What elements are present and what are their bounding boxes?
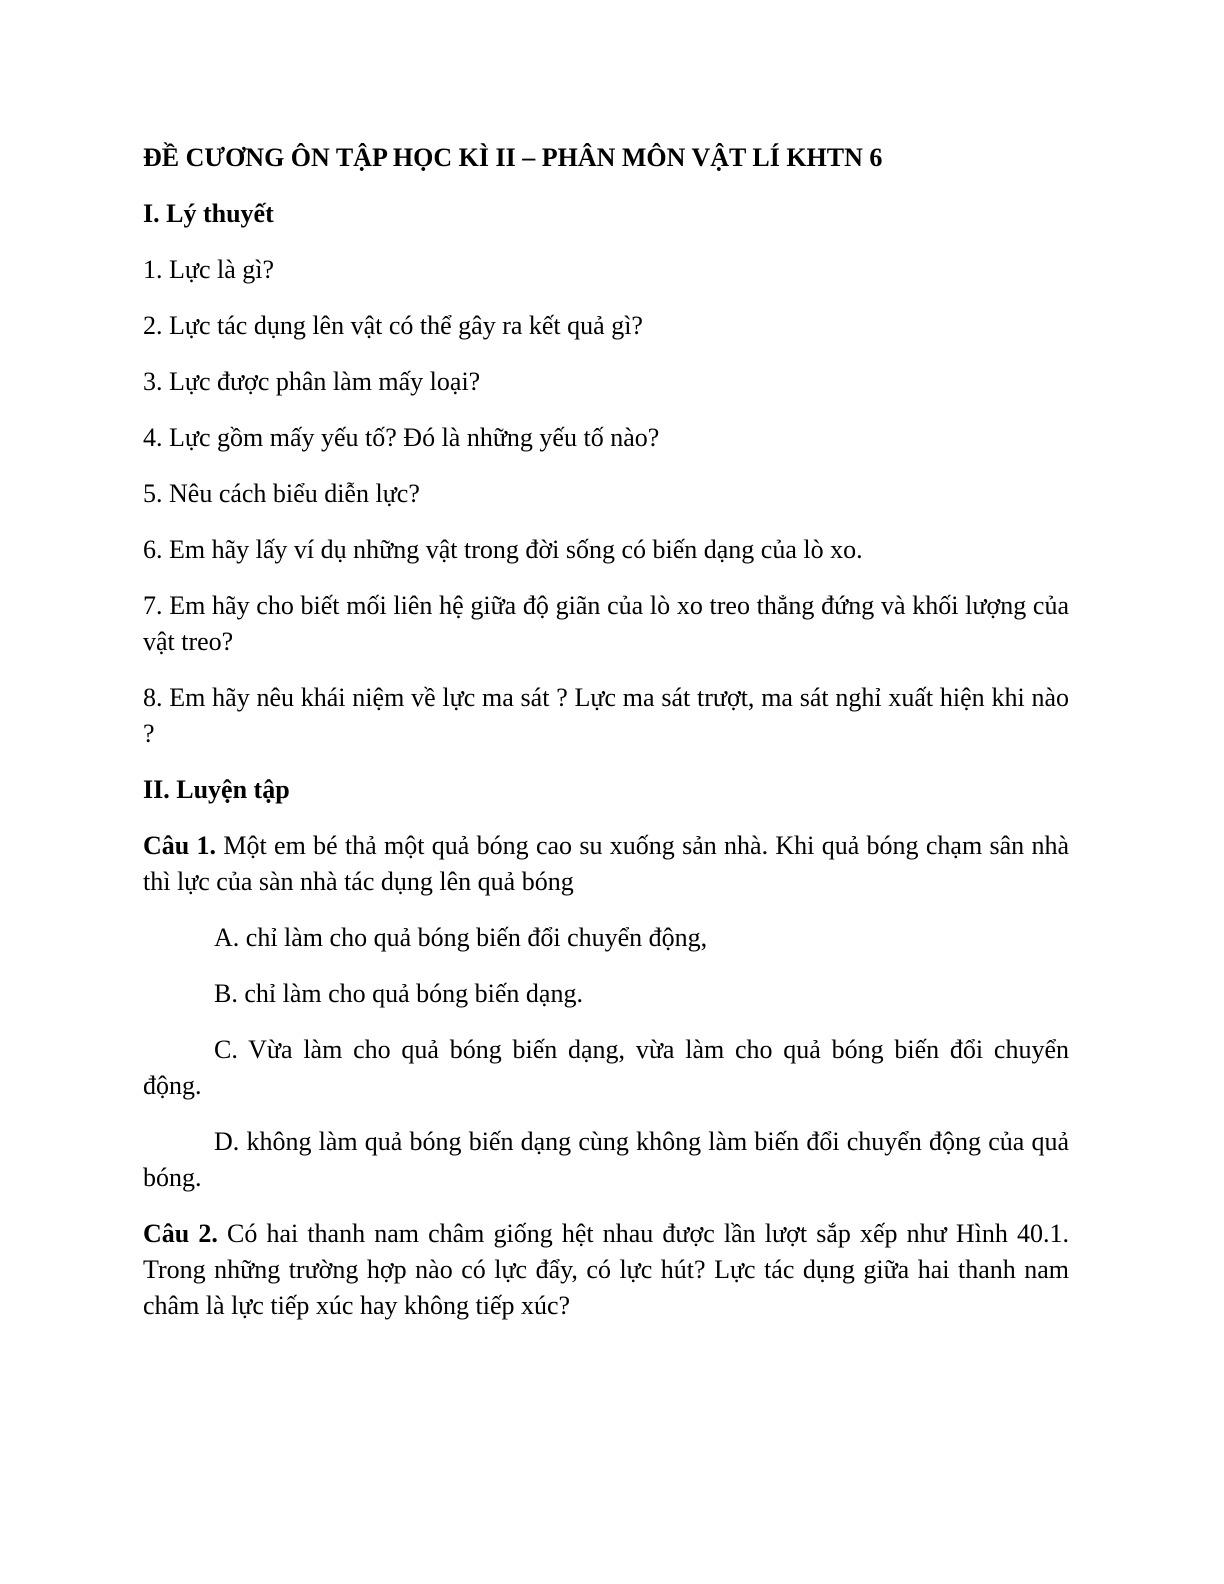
theory-item-5: 5. Nêu cách biểu diễn lực? (143, 479, 420, 508)
document-title: ĐỀ CƯƠNG ÔN TẬP HỌC KÌ II – PHÂN MÔN VẬT LÍ KHTN 6 (143, 143, 883, 172)
practice-heading: II. Luyện tập (143, 775, 290, 804)
theory-item-6: 6. Em hãy lấy ví dụ những vật trong đời sống có biến dạng của lò xo. (143, 535, 863, 564)
question-2-text: Có hai thanh nam châm giống hệt nhau được lần lượt sắp xếp như Hình 40.1. Trong những trường hợp nào có lực đẩy, có lực hút? Lực tác dụng giữa hai thanh nam châm là lực tiếp xúc hay không tiếp xúc? (143, 1219, 1069, 1320)
theory-item-4: 4. Lực gồm mấy yếu tố? Đó là những yếu tố nào? (143, 423, 660, 452)
question-1 (143, 828, 1069, 900)
question-1-text: Một em bé thả một quả bóng cao su xuống sản nhà. Khi quả bóng chạm sân nhà thì lực của sàn nhà tác dụng lên quả bóng (143, 831, 1069, 896)
question-1-option-d: D. không làm quả bóng biến dạng cùng không làm biến đổi chuyển động của quả bóng. (143, 1127, 1069, 1192)
question-1-label: Câu 1. (143, 831, 217, 860)
theory-item-8: 8. Em hãy nêu khái niệm về lực ma sát ? Lực ma sát trượt, ma sát nghỉ xuất hiện khi nào ? (143, 683, 1069, 748)
theory-item-1: 1. Lực là gì? (143, 255, 275, 284)
question-1-option-b: B. chỉ làm cho quả bóng biến dạng. (214, 979, 583, 1008)
theory-heading: I. Lý thuyết (143, 199, 274, 228)
theory-item-2: 2. Lực tác dụng lên vật có thể gây ra kết quả gì? (143, 311, 643, 340)
document-page (143, 140, 1069, 1344)
theory-item-3: 3. Lực được phân làm mấy loại? (143, 367, 481, 396)
question-2-label: Câu 2. (143, 1219, 218, 1248)
question-2 (143, 1216, 1069, 1324)
theory-item-7: 7. Em hãy cho biết mối liên hệ giữa độ giãn của lò xo treo thẳng đứng và khối lượng của vật treo? (143, 591, 1069, 656)
question-1-option-c: C. Vừa làm cho quả bóng biến dạng, vừa làm cho quả bóng biến đổi chuyển động. (143, 1035, 1069, 1100)
question-1-option-a: A. chỉ làm cho quả bóng biến đổi chuyển động, (214, 923, 708, 952)
